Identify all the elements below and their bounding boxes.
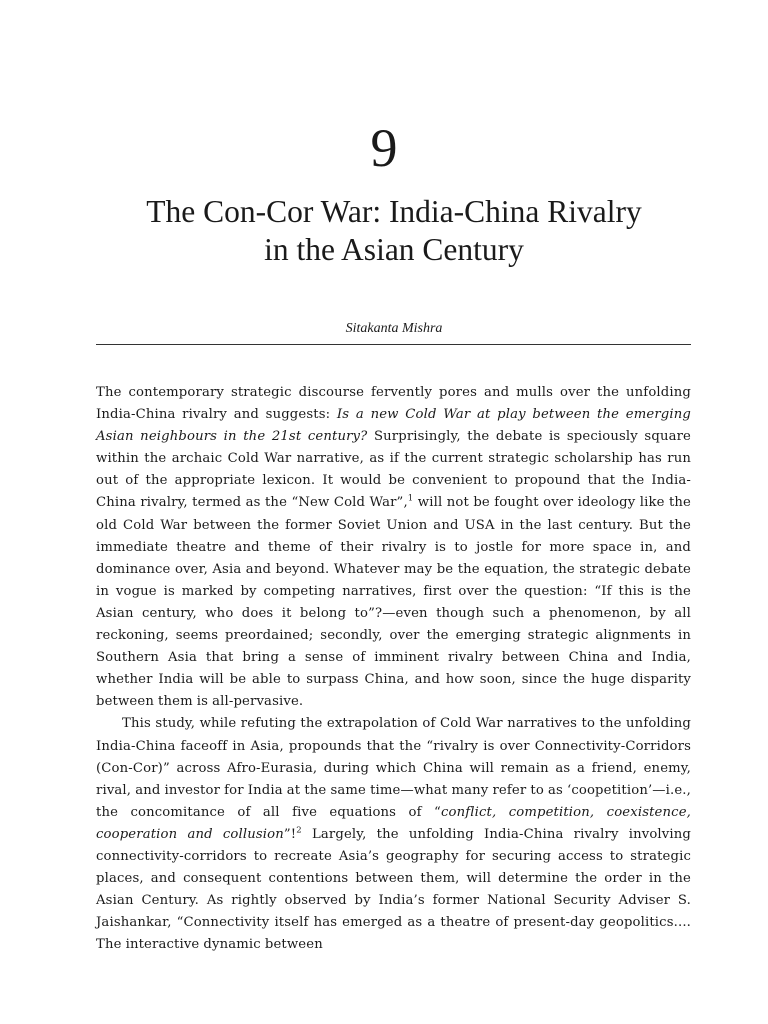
body-text — [96, 382, 691, 956]
paragraph — [96, 382, 691, 713]
chapter-title-line-2: in the Asian Century — [264, 232, 524, 267]
text-run: Largely, the unfolding India-China rivalry involving connectivity-corridors to recreate Asia’s geography for securing access to strategic places, and consequent contentions between them, will determine the order in the Asian Century. As rightly observed by India’s former National Security Adviser S. Jaishankar, “Connectivity itself has emerged as a theatre of present-day geopolitics.... The interactive dynamic between — [96, 826, 691, 953]
author-name: Sitakanta Mishra — [345, 321, 443, 336]
footnote-marker: 1 — [407, 494, 414, 505]
chapter-title-line-1: The Con-Cor War: India-China Rivalry — [146, 194, 642, 229]
chapter-number: 9 — [370, 118, 398, 178]
text-run: This study, while refuting the extrapolation of Cold War narratives to the unfolding India-China faceoff in Asia, propounds that the “rivalry is over Connectivity-Corridors (Con-Cor)” across Afro-Eurasia, during which China will remain as a friend, enemy, rival, and investor for India at the same time—what many refer to as ‘coopetition’—i.e., the concomitance of all five equations of “ — [96, 716, 691, 820]
title-divider-rule — [96, 344, 691, 345]
text-run: The contemporary strategic discourse fervently pores and mulls over the unfolding India-China rivalry and suggests: — [96, 385, 691, 423]
paragraph — [96, 713, 691, 956]
text-run: will not be fought over ideology like the old Cold War between the former Soviet Union and USA in the last century. But the immediate theatre and theme of their rivalry is to jostle for more space in, and dominance over, Asia and beyond. Whatever may be the equation, the strategic debate in vogue is marked by competing narratives, first over the question: “If this is the Asian century, who does it belong to”?—even though such a phenomenon, by all reckoning, seems preordained; secondly, over the emerging strategic alignments in Southern Asia that bring a sense of imminent rivalry between China and India, whether India will be able to surpass China, and how soon, since the huge disparity between them is all-pervasive. — [96, 495, 691, 710]
chapter-title — [60, 193, 728, 269]
italic-text: conflict, competition, coexistence, cooperation and collusion — [96, 804, 691, 842]
text-run: ”! — [283, 826, 297, 842]
italic-text: Is a new Cold War at play between the emerging Asian neighbours in the 21st century? — [96, 407, 692, 445]
footnote-marker: 2 — [296, 825, 302, 836]
text-run: Surprisingly, the debate is speciously square within the archaic Cold War narrative, as if the current strategic scholarship has run out of the appropriate lexicon. It would be convenient to propound that the India-China rivalry, termed as the “New Cold War”, — [96, 429, 692, 511]
